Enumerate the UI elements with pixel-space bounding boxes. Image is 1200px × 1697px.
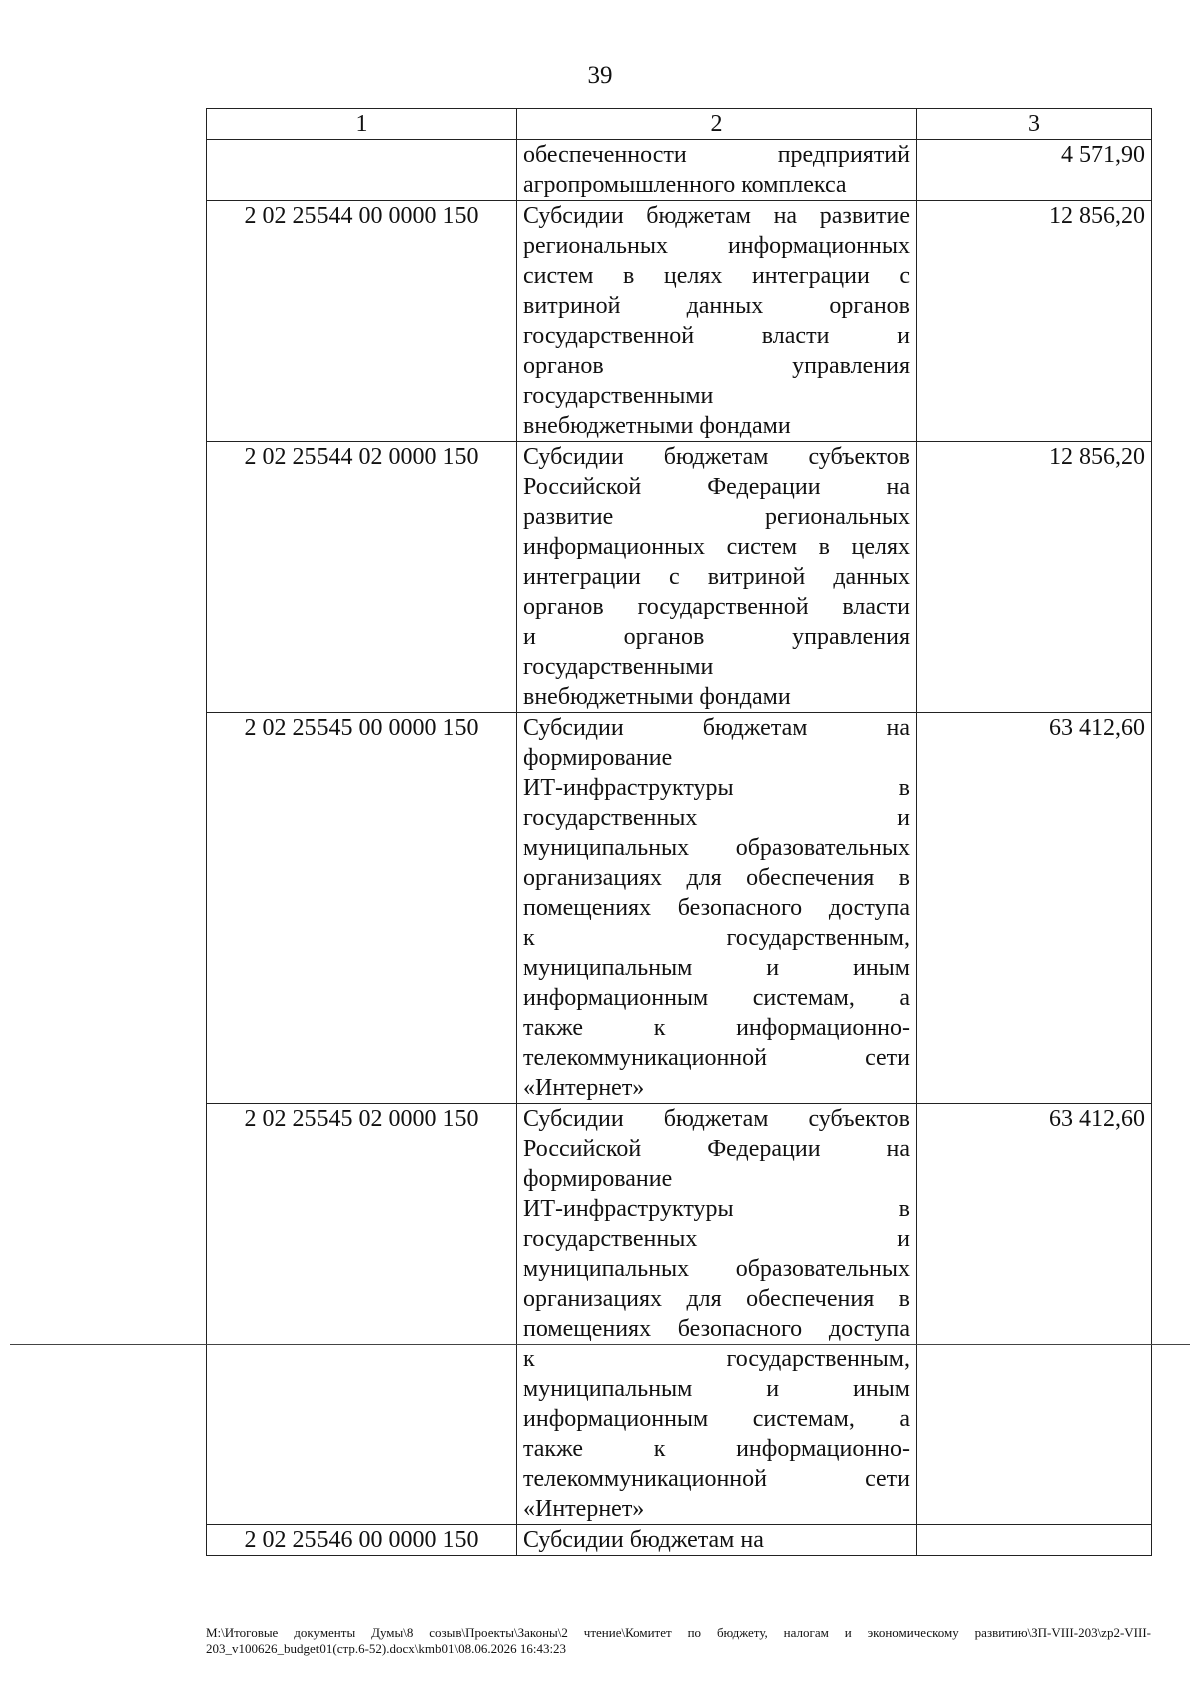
description-line: органов управления xyxy=(523,353,910,379)
description-line: формирование xyxy=(523,745,673,771)
description-line: муниципальных образовательных xyxy=(523,1256,910,1282)
table-row xyxy=(207,442,1152,713)
description-line: информационных систем в целях xyxy=(523,534,910,560)
description-line: Российской Федерации на xyxy=(523,474,910,500)
column-header-2: 2 xyxy=(517,109,917,140)
description-line: Субсидии бюджетам на xyxy=(523,715,910,741)
description-line: «Интернет» xyxy=(523,1496,645,1522)
description-line: организациях для обеспечения в xyxy=(523,865,910,891)
amount-cell: 63 412,60 xyxy=(917,713,1152,1104)
description-line: муниципальным и иным xyxy=(523,1376,910,1402)
scan-artifact-line xyxy=(10,1344,1190,1345)
description-line: государственными xyxy=(523,654,714,680)
description-line: государственных и xyxy=(523,1226,910,1252)
description-line: муниципальным и иным xyxy=(523,955,910,981)
table-row xyxy=(207,140,1152,201)
description-cell xyxy=(517,713,917,1104)
amount-cell: 63 412,60 xyxy=(917,1104,1152,1525)
description-line: Субсидии бюджетам субъектов xyxy=(523,444,910,470)
description-line: формирование xyxy=(523,1166,673,1192)
table-header-row xyxy=(207,109,1152,140)
budget-code-cell: 2 02 25545 00 0000 150 xyxy=(207,713,517,1104)
description-line: также к информационно- xyxy=(523,1015,910,1041)
description-line: организациях для обеспечения в xyxy=(523,1286,910,1312)
description-line: ИТ-инфраструктуры в xyxy=(523,775,910,801)
page-number: 39 xyxy=(587,62,613,89)
description-cell xyxy=(517,1104,917,1525)
description-line: телекоммуникационной сети xyxy=(523,1466,910,1492)
description-cell xyxy=(517,442,917,713)
description-line: государственных и xyxy=(523,805,910,831)
description-line: региональных информационных xyxy=(523,233,910,259)
description-line: интеграции с витриной данных xyxy=(523,564,910,590)
column-header-1: 1 xyxy=(207,109,517,140)
footer-file-path: M:\Итоговые документы Думы\8 созыв\Проекты\Законы\2 чтение\Комитет по бюджету, налогам и экономическому развитию\ЗП-VIII-203\zp2-VIII-203_v100626_budget01(стр.6-52).docx\kmb01\08.06.2026 16:43:23 xyxy=(206,1625,1151,1656)
budget-code-cell: 2 02 25544 00 0000 150 xyxy=(207,201,517,442)
description-line: информационным системам, а xyxy=(523,1406,910,1432)
budget-code-cell: 2 02 25546 00 0000 150 xyxy=(207,1525,517,1556)
description-line: органов государственной власти xyxy=(523,594,910,620)
table-row xyxy=(207,201,1152,442)
description-line: помещениях безопасного доступа xyxy=(523,895,910,921)
description-line: Субсидии бюджетам субъектов xyxy=(523,1106,910,1132)
description-line: и органов управления xyxy=(523,624,910,650)
description-cell xyxy=(517,201,917,442)
description-line: развитие региональных xyxy=(523,504,910,530)
budget-table xyxy=(206,108,1152,1556)
amount-cell: 12 856,20 xyxy=(917,442,1152,713)
budget-code-cell: 2 02 25545 02 0000 150 xyxy=(207,1104,517,1525)
description-line: информационным системам, а xyxy=(523,985,910,1011)
description-line: государственными xyxy=(523,383,714,409)
description-line: внебюджетными фондами xyxy=(523,413,791,439)
description-line: Субсидии бюджетам на xyxy=(523,1527,764,1553)
description-line: муниципальных образовательных xyxy=(523,835,910,861)
description-line: телекоммуникационной сети xyxy=(523,1045,910,1071)
description-line: обеспеченности предприятий xyxy=(523,142,910,168)
description-line: также к информационно- xyxy=(523,1436,910,1462)
description-line: помещениях безопасного доступа xyxy=(523,1316,910,1342)
description-cell xyxy=(517,140,917,201)
description-line: государственной власти и xyxy=(523,323,910,349)
description-line: внебюджетными фондами xyxy=(523,684,791,710)
budget-code-cell: 2 02 25544 02 0000 150 xyxy=(207,442,517,713)
description-line: Российской Федерации на xyxy=(523,1136,910,1162)
description-line: ИТ-инфраструктуры в xyxy=(523,1196,910,1222)
amount-cell xyxy=(917,1525,1152,1556)
description-cell xyxy=(517,1525,917,1556)
description-line: к государственным, xyxy=(523,925,910,951)
table-row xyxy=(207,1525,1152,1556)
description-line: Субсидии бюджетам на развитие xyxy=(523,203,910,229)
amount-cell: 12 856,20 xyxy=(917,201,1152,442)
description-line: агропромышленного комплекса xyxy=(523,172,847,198)
amount-cell: 4 571,90 xyxy=(917,140,1152,201)
table-row xyxy=(207,1104,1152,1525)
description-line: систем в целях интеграции с xyxy=(523,263,910,289)
description-line: витриной данных органов xyxy=(523,293,910,319)
table-row xyxy=(207,713,1152,1104)
budget-code-cell xyxy=(207,140,517,201)
column-header-3: 3 xyxy=(917,109,1152,140)
description-line: «Интернет» xyxy=(523,1075,645,1101)
description-line: к государственным, xyxy=(523,1346,910,1372)
